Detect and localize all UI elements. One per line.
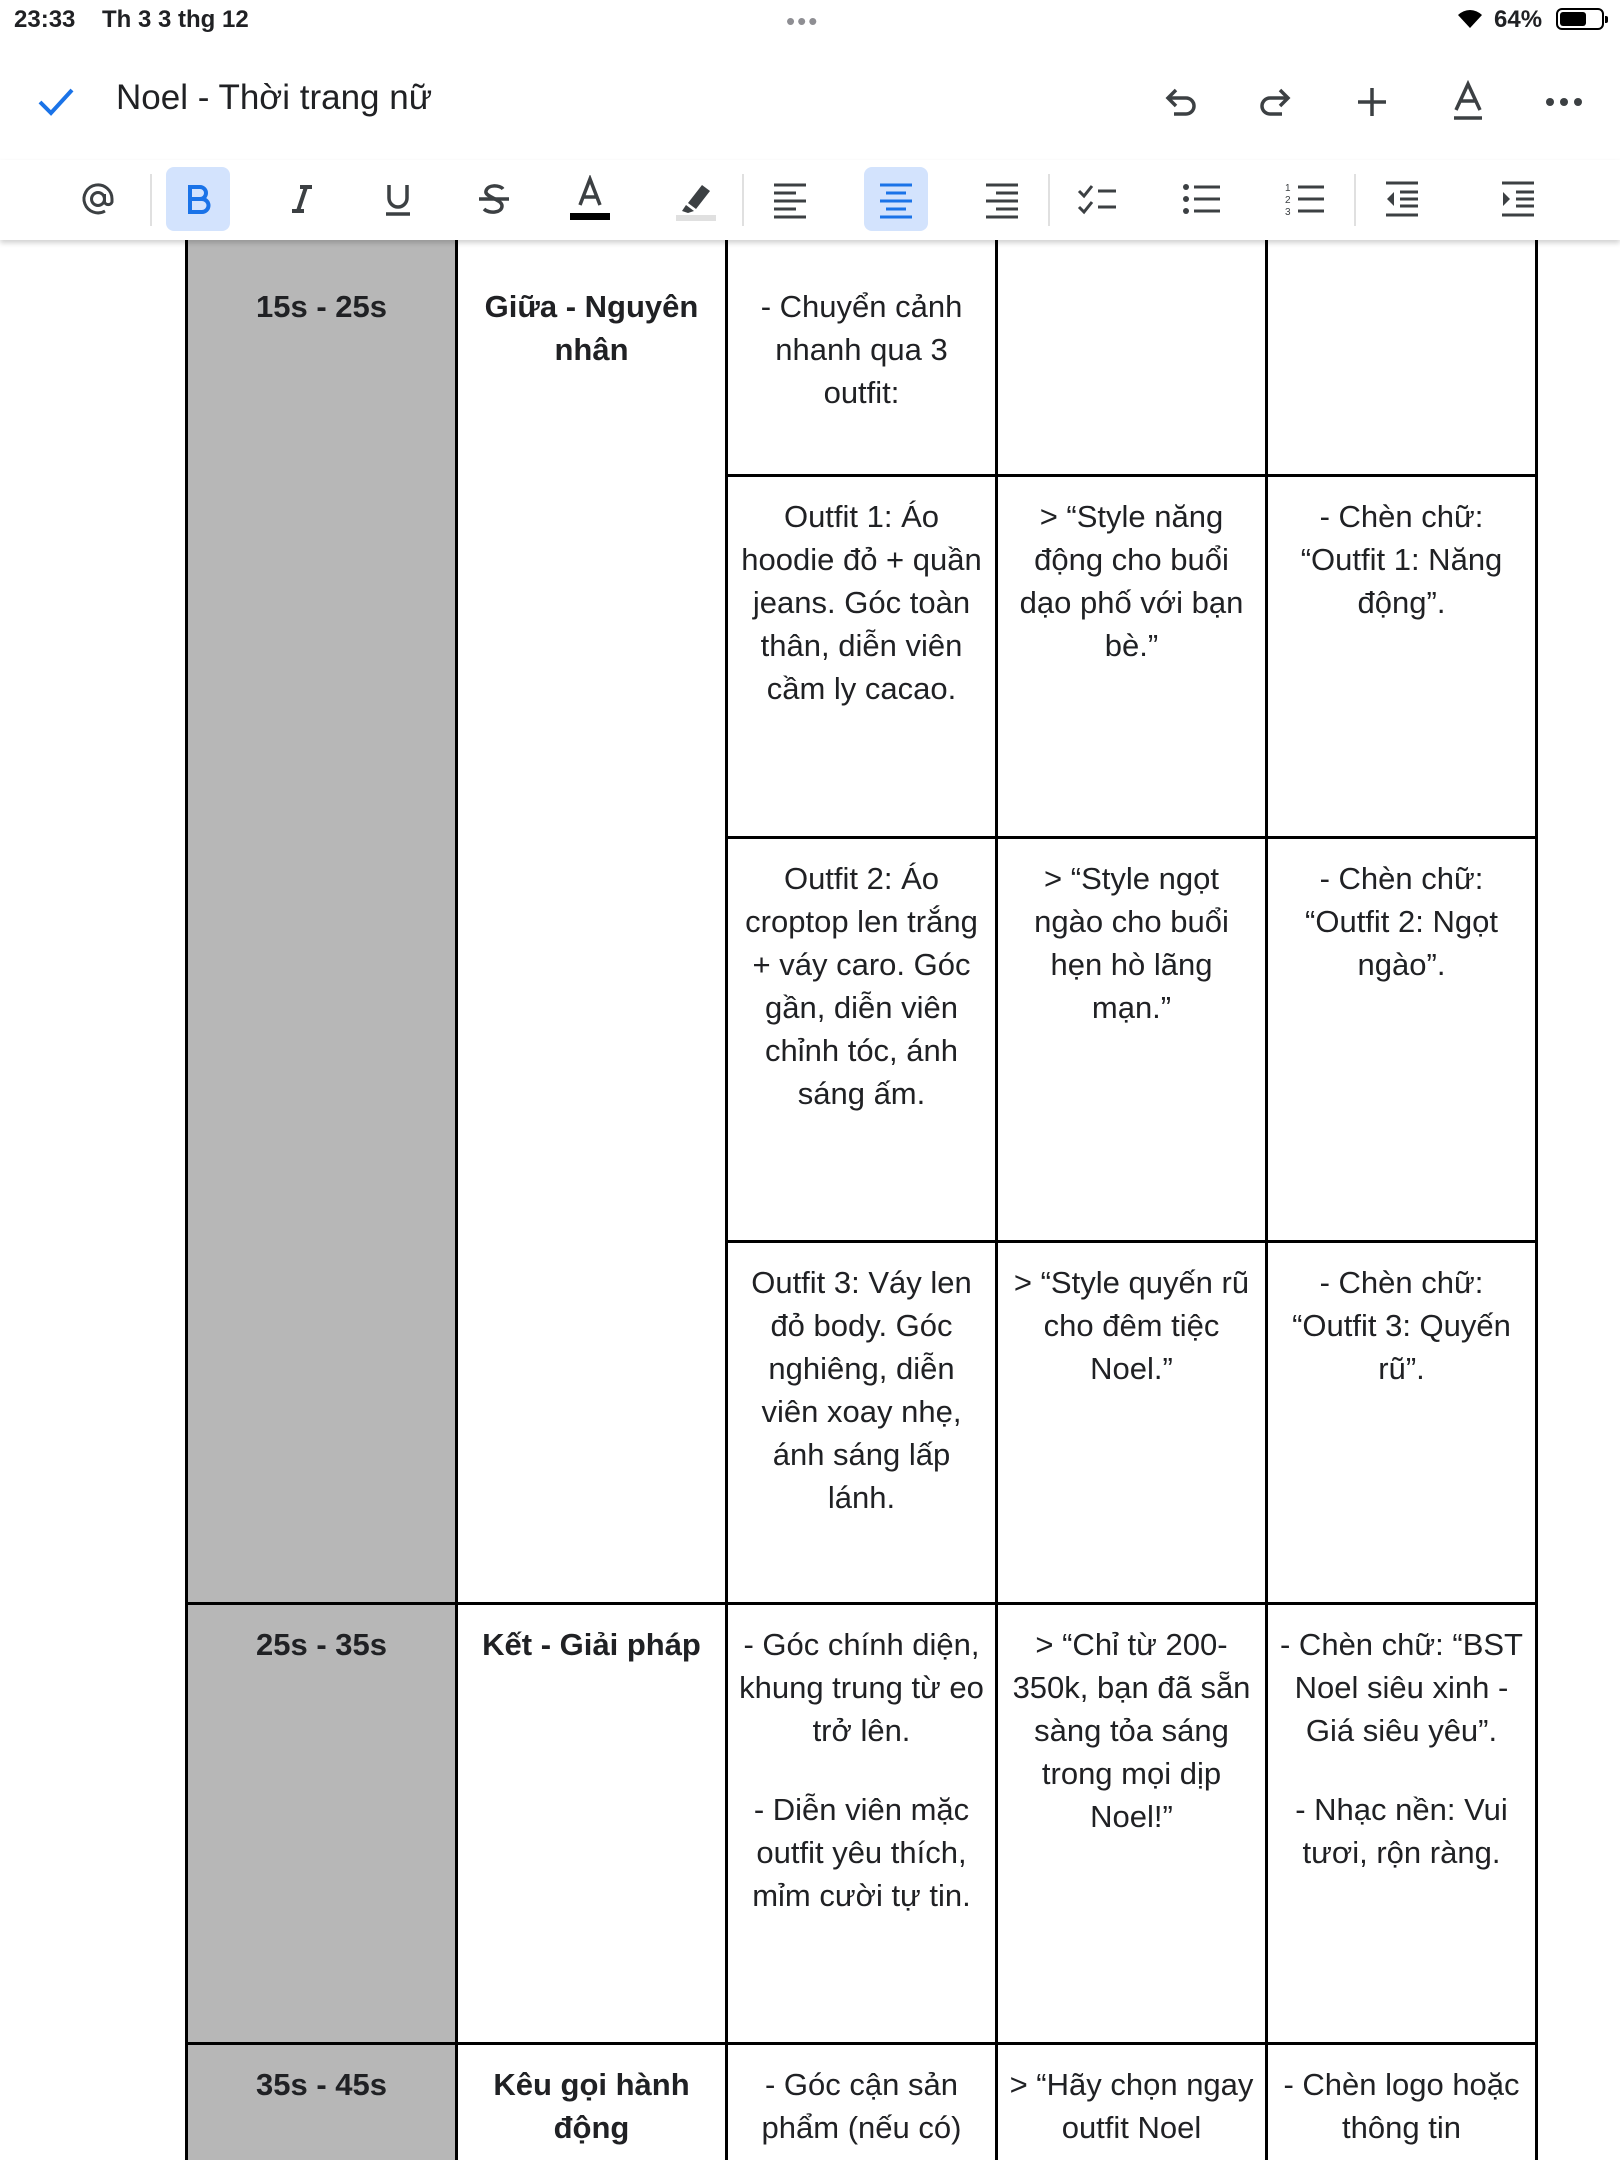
svg-text:1: 1 xyxy=(1285,183,1291,194)
section-cell[interactable]: Kết - Giải pháp xyxy=(457,1604,727,2044)
document-body[interactable] xyxy=(0,240,1620,2160)
wifi-icon xyxy=(1456,6,1484,37)
italic-icon[interactable] xyxy=(270,167,334,231)
increase-indent-icon[interactable] xyxy=(1486,167,1550,231)
section-cell[interactable]: Giữa - Nguyên nhân xyxy=(457,240,727,1604)
table-row xyxy=(187,1604,1537,2044)
visual-cell[interactable]: - Góc chính diện, khung trung từ eo trở lên. - Diễn viên mặc outfit yêu thích, mỉm cười tự tin. xyxy=(727,1604,997,2044)
align-right-icon[interactable] xyxy=(970,167,1034,231)
highlight-icon[interactable] xyxy=(664,167,728,231)
svg-text:2: 2 xyxy=(1285,195,1291,206)
time-cell[interactable]: 35s - 45s xyxy=(187,2044,457,2160)
redo-icon[interactable] xyxy=(1250,76,1302,128)
title-bar xyxy=(0,40,1620,160)
status-date: Th 3 3 thg 12 xyxy=(102,6,249,33)
script-table xyxy=(185,240,1538,2160)
text-color-icon[interactable] xyxy=(558,167,622,231)
text-cell[interactable] xyxy=(1267,240,1537,476)
status-bar xyxy=(0,0,1620,40)
time-cell[interactable]: 25s - 35s xyxy=(187,1604,457,2044)
visual-cell[interactable]: Outfit 3: Váy len đỏ body. Góc nghiêng, diễn viên xoay nhẹ, ánh sáng lấp lánh. xyxy=(727,1242,997,1604)
strikethrough-icon[interactable] xyxy=(462,167,526,231)
check-icon[interactable] xyxy=(34,80,78,124)
time-cell[interactable]: 15s - 25s xyxy=(187,240,457,1604)
text-cell[interactable]: - Chèn chữ: “Outfit 2: Ngọt ngào”. xyxy=(1267,838,1537,1242)
voice-cell[interactable]: > “Style năng động cho buổi dạo phố với bạn bè.” xyxy=(997,476,1267,838)
mention-icon[interactable] xyxy=(66,167,130,231)
visual-cell[interactable]: Outfit 2: Áo croptop len trắng + váy caro. Góc gần, diễn viên chỉnh tóc, ánh sáng ấm. xyxy=(727,838,997,1242)
text-cell[interactable]: - Chèn logo hoặc thông tin xyxy=(1267,2044,1537,2160)
underline-icon[interactable] xyxy=(366,167,430,231)
text-cell[interactable]: - Chèn chữ: “Outfit 1: Năng động”. xyxy=(1267,476,1537,838)
voice-cell[interactable]: > “Style quyến rũ cho đêm tiệc Noel.” xyxy=(997,1242,1267,1604)
checklist-icon[interactable] xyxy=(1066,167,1130,231)
plus-icon[interactable] xyxy=(1346,76,1398,128)
numbered-list-icon[interactable] xyxy=(1274,167,1338,231)
voice-cell[interactable]: > “Chỉ từ 200-350k, bạn đã sẵn sàng tỏa sáng trong mọi dịp Noel!” xyxy=(997,1604,1267,2044)
format-toolbar xyxy=(0,160,1620,240)
table-row xyxy=(187,2044,1537,2160)
text-format-icon[interactable] xyxy=(1442,76,1494,128)
status-time: 23:33 xyxy=(14,6,76,33)
visual-cell[interactable]: - Chuyển cảnh nhanh qua 3 outfit: xyxy=(727,240,997,476)
multitasking-dots-icon[interactable]: ••• xyxy=(786,6,820,36)
align-center-icon[interactable] xyxy=(864,167,928,231)
align-left-icon[interactable] xyxy=(758,167,822,231)
more-icon[interactable] xyxy=(1538,76,1590,128)
battery-percentage: 64% xyxy=(1494,6,1543,33)
document-title[interactable]: Noel - Thời trang nữ xyxy=(116,78,433,117)
voice-cell[interactable]: > “Style ngọt ngào cho buổi hẹn hò lãng mạn.” xyxy=(997,838,1267,1242)
table-row xyxy=(187,240,1537,476)
svg-text:3: 3 xyxy=(1285,207,1291,218)
decrease-indent-icon[interactable] xyxy=(1370,167,1434,231)
text-cell[interactable]: - Chèn chữ: “BST Noel siêu xinh - Giá siêu yêu”. - Nhạc nền: Vui tươi, rộn ràng. xyxy=(1267,1604,1537,2044)
bold-icon[interactable] xyxy=(166,167,230,231)
undo-icon[interactable] xyxy=(1154,76,1206,128)
text-cell[interactable]: - Chèn chữ: “Outfit 3: Quyến rũ”. xyxy=(1267,1242,1537,1604)
section-cell[interactable]: Kêu gọi hành động xyxy=(457,2044,727,2160)
visual-cell[interactable]: - Góc cận sản phẩm (nếu có) xyxy=(727,2044,997,2160)
bullet-list-icon[interactable] xyxy=(1170,167,1234,231)
voice-cell[interactable]: > “Hãy chọn ngay outfit Noel xyxy=(997,2044,1267,2160)
battery-icon xyxy=(1556,8,1604,30)
visual-cell[interactable]: Outfit 1: Áo hoodie đỏ + quần jeans. Góc toàn thân, diễn viên cầm ly cacao. xyxy=(727,476,997,838)
voice-cell[interactable] xyxy=(997,240,1267,476)
